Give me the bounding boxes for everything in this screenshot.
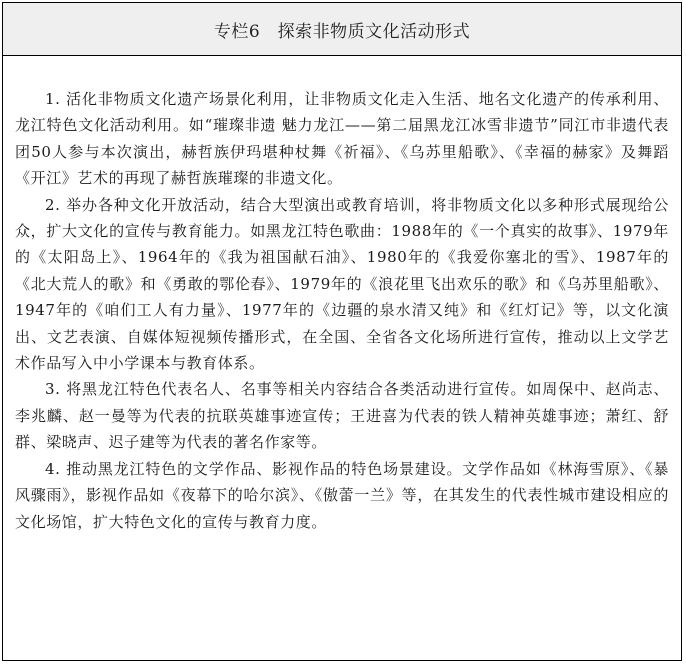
column-content	[15, 86, 669, 535]
column-box	[2, 2, 682, 661]
paragraph-3: 3. 将黑龙江特色代表名人、名事等相关内容结合各类活动进行宣传。如周保中、赵尚志、李兆麟、赵一曼等为代表的抗联英雄事迹宣传；王进喜为代表的铁人精神英雄事迹；萧红、舒群、梁晓声、迟子建等为代表的著名作家等。	[15, 380, 669, 452]
paragraph-2: 2. 举办各种文化开放活动，结合大型演出或教育培训，将非物质文化以多种形式展现给公众，扩大文化的宣传与教育能力。如黑龙江特色歌曲：1988年的《一个真实的故事》、1979年的《太阳岛上》、1964年的《我为祖国献石油》、1980年的《我爱你塞北的雪》、1987年的《北大荒人的歌》和《勇敢的鄂伦春》、1979年的《浪花里飞出欢乐的歌》和《乌苏里船歌》、1947年的《咱们工人有力量》、1977年的《边疆的泉水清又纯》和《红灯记》等，以文化演出、文艺表演、自媒体短视频传播形式，在全国、全省各文化场所进行宣传，推动以上文学艺术作品写入中小学课本与教育体系。	[15, 195, 669, 373]
paragraph-4: 4. 推动黑龙江特色的文学作品、影视作品的特色场景建设。文学作品如《林海雪原》、《暴风骤雨》，影视作品如《夜幕下的哈尔滨》、《傲蕾一兰》等，在其发生的代表性城市建设相应的文化场馆，扩大特色文化的宣传与教育力度。	[15, 459, 669, 531]
paragraph-1: 1. 活化非物质文化遗产场景化利用，让非物质文化走入生活、地名文化遗产的传承利用、龙江特色文化活动利用。如“璀璨非遗 魅力龙江——第二届黑龙江冰雪非遗节”同江市非遗代表团50人参与本次演出，赫哲族伊玛堪种杖舞《祈福》、《乌苏里船歌》、《幸福的赫家》及舞蹈《开江》艺术的再现了赫哲族璀璨的非遗文化。	[15, 90, 669, 188]
column-header	[3, 3, 681, 56]
column-title: 专栏6 探索非物质文化活动形式	[213, 21, 471, 42]
